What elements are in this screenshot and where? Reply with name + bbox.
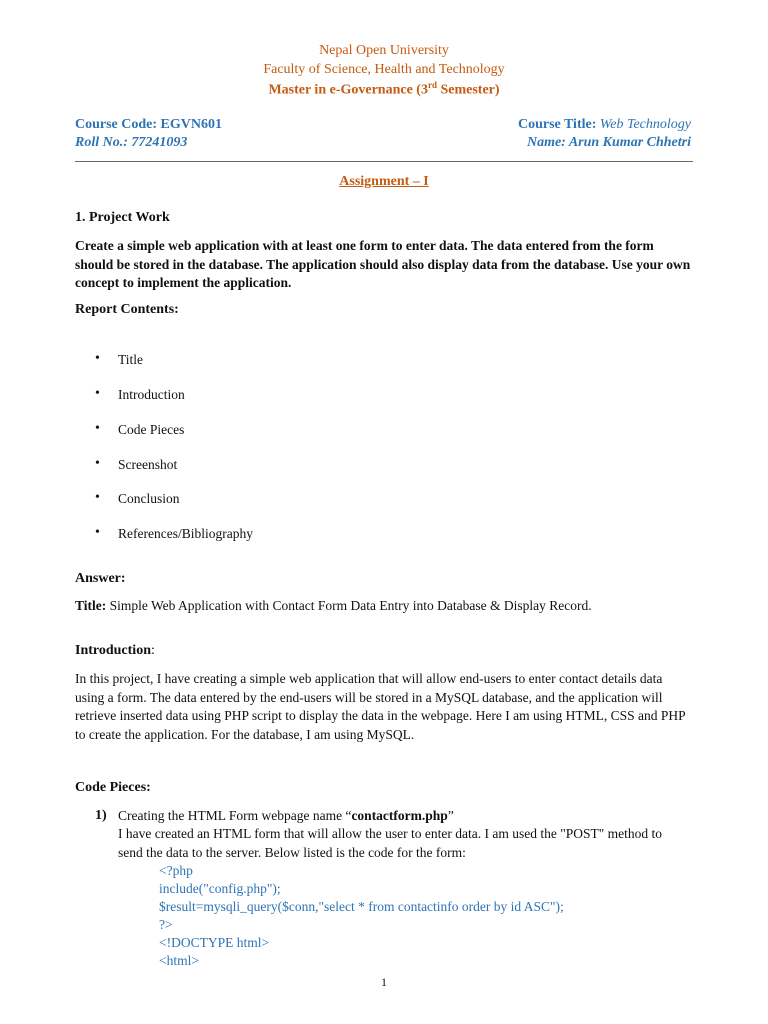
list-item-label: Screenshot — [118, 457, 178, 472]
page-number: 1 — [381, 975, 387, 989]
step-file-name: contactform.php — [351, 808, 448, 823]
course-title-value: Web Technology — [599, 117, 691, 132]
course-title-label: Course Title: — [517, 117, 600, 132]
bullet-icon: • — [95, 525, 100, 540]
roll-number — [75, 135, 187, 151]
course-title — [518, 117, 691, 133]
introduction-heading — [75, 643, 155, 659]
list-item-label: Code Pieces — [118, 422, 185, 437]
bullet-icon: • — [95, 386, 100, 401]
header-divider — [75, 161, 693, 162]
list-item-label: Title — [118, 352, 144, 367]
program-prefix: Master in e-Governance (3 — [268, 82, 428, 98]
list-item-label: References/Bibliography — [118, 526, 253, 541]
list-item-label: Conclusion — [118, 491, 180, 506]
answer-title-label: Title: — [75, 598, 107, 613]
introduction-label: Introduction — [75, 643, 151, 658]
step-prefix: Creating the HTML Form webpage name “ — [118, 808, 352, 823]
program-title — [0, 80, 768, 99]
code-pieces-label: Code Pieces: — [75, 780, 151, 795]
answer-title-value: Simple Web Application with Contact Form Data Entry into Database & Display Record. — [106, 598, 592, 613]
bullet-icon: • — [95, 456, 100, 471]
university-name: Nepal Open University — [319, 43, 449, 58]
code-line: ?> — [159, 917, 173, 932]
name-value: Arun Kumar Chhetri — [568, 135, 691, 150]
code-line: <html> — [159, 953, 199, 968]
list-item-label: Introduction — [118, 387, 185, 402]
introduction-colon: : — [150, 643, 155, 658]
course-code-value: EGVN601 — [160, 117, 222, 132]
assignment-title: Assignment – I — [339, 174, 429, 189]
step-number: 1) — [95, 808, 107, 823]
bullet-icon: • — [95, 351, 100, 366]
code-line: <?php — [159, 863, 193, 878]
program-suffix: Semester) — [436, 82, 500, 98]
step-suffix: ” — [447, 808, 454, 823]
roll-value: 77241093 — [131, 135, 188, 150]
introduction-text: In this project, I have creating a simple web application that will allow end-users to enter contact details data using a form. The data entered by the end-users will be stored in a MySQL database, and the application will retrieve inserted data using PHP script to display the data in the webpage. Here I am using HTML, CSS and PHP to create the application. For the database, I am using MySQL. — [75, 671, 686, 743]
answer-label: Answer: — [75, 571, 126, 586]
step-title — [118, 808, 454, 824]
report-contents-label: Report Contents: — [75, 302, 179, 317]
bullet-icon: • — [95, 421, 100, 436]
step-description-line-2: send the data to the server. Below listed is the code for the form: — [118, 845, 466, 860]
code-line: $result=mysqli_query($conn,"select * from contactinfo order by id ASC"); — [159, 899, 564, 914]
faculty-name: Faculty of Science, Health and Technology — [263, 62, 505, 77]
project-heading: 1. Project Work — [75, 210, 170, 225]
answer-title — [75, 598, 592, 614]
name-label: Name: — [526, 135, 569, 150]
course-code-label: Course Code: — [75, 117, 161, 132]
code-line: include("config.php"); — [159, 881, 281, 896]
course-code — [75, 117, 222, 133]
student-name — [527, 135, 691, 151]
project-description: Create a simple web application with at least one form to enter data. The data entered from the form should be stored in the database. The application should also display data from the database. Use your own concept to implement the application. — [75, 238, 691, 291]
program-superscript: rd — [427, 80, 437, 90]
roll-label: Roll No.: — [75, 135, 132, 150]
code-line: <!DOCTYPE html> — [159, 935, 270, 950]
bullet-icon: • — [95, 490, 100, 505]
step-description-line-1: I have created an HTML form that will allow the user to enter data. I am used the "POST" method to — [118, 826, 662, 841]
